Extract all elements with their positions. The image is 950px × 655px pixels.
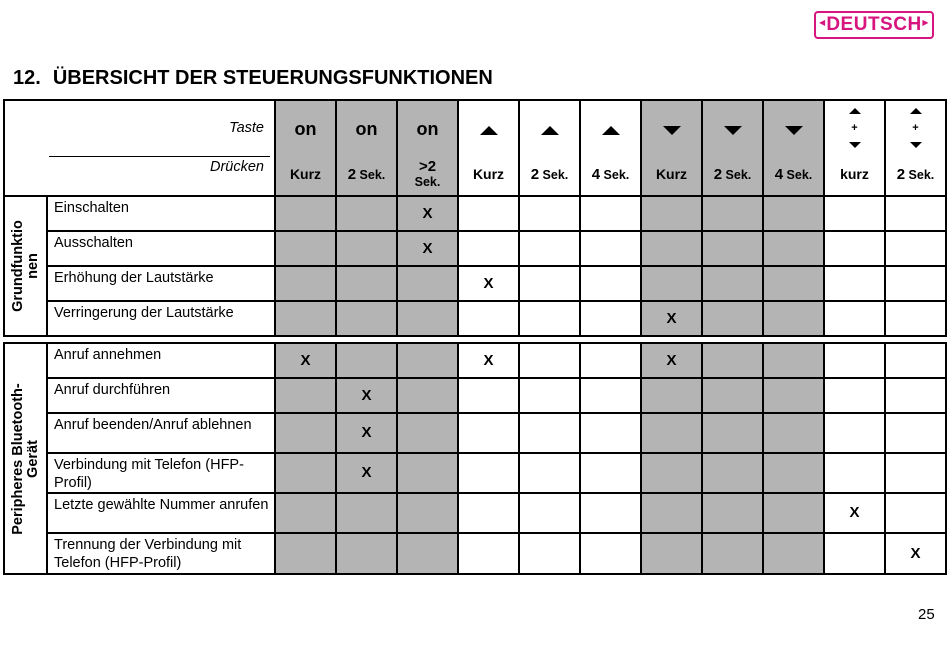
mark-cell <box>641 343 702 378</box>
mark-cell <box>580 378 641 413</box>
function-label: Erhöhung der Lautstärke <box>47 266 275 301</box>
mark-cell <box>580 343 641 378</box>
mark-cell <box>885 413 946 453</box>
mark-cell <box>397 533 458 574</box>
mark-cell <box>641 453 702 493</box>
mark-cell <box>824 266 885 301</box>
mark-cell <box>885 453 946 493</box>
mark-cell <box>885 196 946 231</box>
mark-cell <box>458 266 519 301</box>
mark-cell <box>763 301 824 336</box>
mark-cell <box>275 413 336 453</box>
function-label: Anruf beenden/Anruf ablehnen <box>47 413 275 453</box>
mark-cell <box>885 231 946 266</box>
section-title: ÜBERSICHT DER STEUERUNGSFUNKTIONEN <box>52 67 493 89</box>
press-duration: 4 Sek. <box>591 166 630 183</box>
mark-cell <box>519 231 580 266</box>
header-key-press-cell <box>4 100 275 196</box>
mark-cell <box>885 378 946 413</box>
mark-cell <box>519 453 580 493</box>
mark-cell <box>336 231 397 266</box>
mark-cell <box>824 301 885 336</box>
mark-x: X <box>483 274 494 292</box>
group-label-bluetooth: Peripheres Bluetooth- Gerät <box>9 382 41 535</box>
mark-cell <box>824 413 885 453</box>
mark-cell <box>336 266 397 301</box>
mark-cell <box>763 453 824 493</box>
mark-cell <box>519 301 580 336</box>
function-row <box>4 378 946 413</box>
press-duration: kurz <box>840 166 869 182</box>
mark-cell <box>458 453 519 493</box>
function-row <box>4 533 946 574</box>
function-label: Letzte gewählte Nummer anrufen <box>47 493 275 533</box>
function-row <box>4 196 946 231</box>
mark-cell <box>824 231 885 266</box>
mark-cell <box>885 301 946 336</box>
mark-cell <box>275 266 336 301</box>
header-key-column <box>458 100 519 196</box>
mark-cell <box>763 343 824 378</box>
mark-x: X <box>666 309 677 327</box>
taste-label: Taste <box>229 120 264 136</box>
mark-cell <box>275 378 336 413</box>
key-label: on <box>416 119 439 139</box>
mark-cell <box>336 378 397 413</box>
mark-cell <box>702 493 763 533</box>
header-key-column <box>519 100 580 196</box>
function-row <box>4 413 946 453</box>
function-row <box>4 266 946 301</box>
header-divider <box>49 156 270 157</box>
press-duration: 2 Sek. <box>713 166 752 183</box>
mark-cell <box>702 231 763 266</box>
function-row <box>4 453 946 493</box>
mark-cell <box>336 493 397 533</box>
mark-x: X <box>300 351 311 369</box>
header-key-column <box>397 100 458 196</box>
mark-cell <box>763 266 824 301</box>
press-duration: Kurz <box>289 166 322 182</box>
function-label: Ausschalten <box>47 231 275 266</box>
plus-label: + <box>912 122 919 134</box>
up-arrow-icon <box>581 119 640 140</box>
mark-cell <box>824 343 885 378</box>
function-row <box>4 343 946 378</box>
mark-cell <box>458 301 519 336</box>
mark-cell <box>458 343 519 378</box>
mark-cell <box>702 533 763 574</box>
header-key-column <box>763 100 824 196</box>
mark-cell <box>458 378 519 413</box>
mark-cell <box>824 493 885 533</box>
mark-cell <box>763 378 824 413</box>
mark-cell <box>763 231 824 266</box>
mark-cell <box>580 231 641 266</box>
mark-cell <box>763 196 824 231</box>
mark-cell <box>275 533 336 574</box>
plus-label: + <box>851 122 858 134</box>
mark-cell <box>519 378 580 413</box>
mark-cell <box>763 493 824 533</box>
control-table-basic <box>3 99 947 337</box>
up-arrow-icon <box>459 119 518 140</box>
mark-cell <box>580 196 641 231</box>
mark-cell <box>397 493 458 533</box>
page-number: 25 <box>918 606 935 623</box>
mark-x: X <box>849 504 860 521</box>
key-label: on <box>355 119 378 139</box>
up-plus-down-icon <box>825 107 884 158</box>
mark-x: X <box>361 464 372 481</box>
header-key-column <box>824 100 885 196</box>
mark-cell <box>702 378 763 413</box>
function-label: Anruf durchführen <box>47 378 275 413</box>
header-key-column <box>885 100 946 196</box>
mark-cell <box>336 453 397 493</box>
mark-cell <box>519 266 580 301</box>
mark-cell <box>824 378 885 413</box>
mark-cell <box>275 343 336 378</box>
mark-x: X <box>422 204 433 222</box>
down-arrow-icon <box>642 119 701 140</box>
mark-cell <box>580 266 641 301</box>
mark-cell <box>336 196 397 231</box>
mark-cell <box>580 413 641 453</box>
mark-cell <box>397 196 458 231</box>
function-label: Verringerung der Lautstärke <box>47 301 275 336</box>
mark-cell <box>336 301 397 336</box>
mark-cell <box>702 453 763 493</box>
page-title <box>13 67 493 90</box>
function-row <box>4 231 946 266</box>
mark-cell <box>458 231 519 266</box>
mark-x: X <box>910 544 921 562</box>
mark-cell <box>702 343 763 378</box>
mark-cell <box>641 533 702 574</box>
mark-cell <box>397 413 458 453</box>
left-arrow-icon: ◀ <box>819 18 826 27</box>
mark-cell <box>824 453 885 493</box>
mark-cell <box>641 231 702 266</box>
mark-cell <box>824 196 885 231</box>
mark-cell <box>580 493 641 533</box>
mark-cell <box>885 493 946 533</box>
mark-cell <box>824 533 885 574</box>
mark-cell <box>580 453 641 493</box>
language-label: DEUTSCH <box>826 14 922 35</box>
mark-cell <box>275 453 336 493</box>
mark-cell <box>519 413 580 453</box>
press-duration: >2 Sek. <box>414 158 441 189</box>
mark-x: X <box>666 351 677 369</box>
mark-cell <box>763 533 824 574</box>
header-row <box>4 100 946 196</box>
mark-cell <box>519 343 580 378</box>
mark-cell <box>397 231 458 266</box>
key-label: on <box>294 119 317 139</box>
mark-cell <box>763 413 824 453</box>
control-table-bluetooth <box>3 342 947 575</box>
mark-cell <box>458 196 519 231</box>
group-label-basic: Grundfunktio nen <box>9 220 41 312</box>
mark-cell <box>641 301 702 336</box>
mark-cell <box>458 533 519 574</box>
section-number: 12. <box>13 67 41 89</box>
header-key-column <box>641 100 702 196</box>
mark-cell <box>519 533 580 574</box>
mark-cell <box>519 196 580 231</box>
press-duration: 2 Sek. <box>896 166 935 183</box>
header-key-column <box>336 100 397 196</box>
press-duration: 2 Sek. <box>530 166 569 183</box>
mark-cell <box>275 301 336 336</box>
mark-cell <box>885 533 946 574</box>
mark-cell <box>397 378 458 413</box>
function-row <box>4 301 946 336</box>
mark-cell <box>702 413 763 453</box>
mark-x: X <box>422 239 433 257</box>
mark-cell <box>275 493 336 533</box>
mark-x: X <box>361 386 372 404</box>
language-badge <box>814 11 934 39</box>
mark-cell <box>580 533 641 574</box>
mark-cell <box>336 533 397 574</box>
down-arrow-icon <box>764 119 823 140</box>
mark-cell <box>397 343 458 378</box>
function-label: Anruf annehmen <box>47 343 275 378</box>
mark-cell <box>641 413 702 453</box>
press-duration: 4 Sek. <box>774 166 813 183</box>
mark-cell <box>458 413 519 453</box>
mark-cell <box>397 266 458 301</box>
druecken-label: Drücken <box>210 159 264 175</box>
up-plus-down-icon <box>886 107 945 158</box>
function-label: Trennung der Verbindung mit Telefon (HFP-Profil) <box>47 533 275 574</box>
mark-cell <box>702 196 763 231</box>
group-label-cell <box>4 196 47 336</box>
mark-cell <box>641 266 702 301</box>
mark-cell <box>641 378 702 413</box>
mark-cell <box>336 413 397 453</box>
mark-cell <box>519 493 580 533</box>
mark-cell <box>641 196 702 231</box>
mark-cell <box>458 493 519 533</box>
up-arrow-icon <box>520 119 579 140</box>
right-arrow-icon: ▶ <box>922 18 929 27</box>
mark-cell <box>702 266 763 301</box>
mark-cell <box>275 231 336 266</box>
mark-cell <box>580 301 641 336</box>
mark-cell <box>397 453 458 493</box>
mark-cell <box>336 343 397 378</box>
header-key-column <box>702 100 763 196</box>
mark-cell <box>702 301 763 336</box>
press-duration: Kurz <box>655 166 688 182</box>
function-label: Einschalten <box>47 196 275 231</box>
press-duration: Kurz <box>472 166 505 182</box>
mark-x: X <box>483 351 494 369</box>
function-label: Verbindung mit Telefon (HFP-Profil) <box>47 453 275 493</box>
down-arrow-icon <box>703 119 762 140</box>
group-label-cell <box>4 343 47 574</box>
mark-x: X <box>361 424 372 441</box>
function-row <box>4 493 946 533</box>
mark-cell <box>885 343 946 378</box>
mark-cell <box>885 266 946 301</box>
press-duration: 2 Sek. <box>347 166 386 183</box>
header-key-column <box>275 100 336 196</box>
header-key-column <box>580 100 641 196</box>
mark-cell <box>641 493 702 533</box>
mark-cell <box>275 196 336 231</box>
mark-cell <box>397 301 458 336</box>
